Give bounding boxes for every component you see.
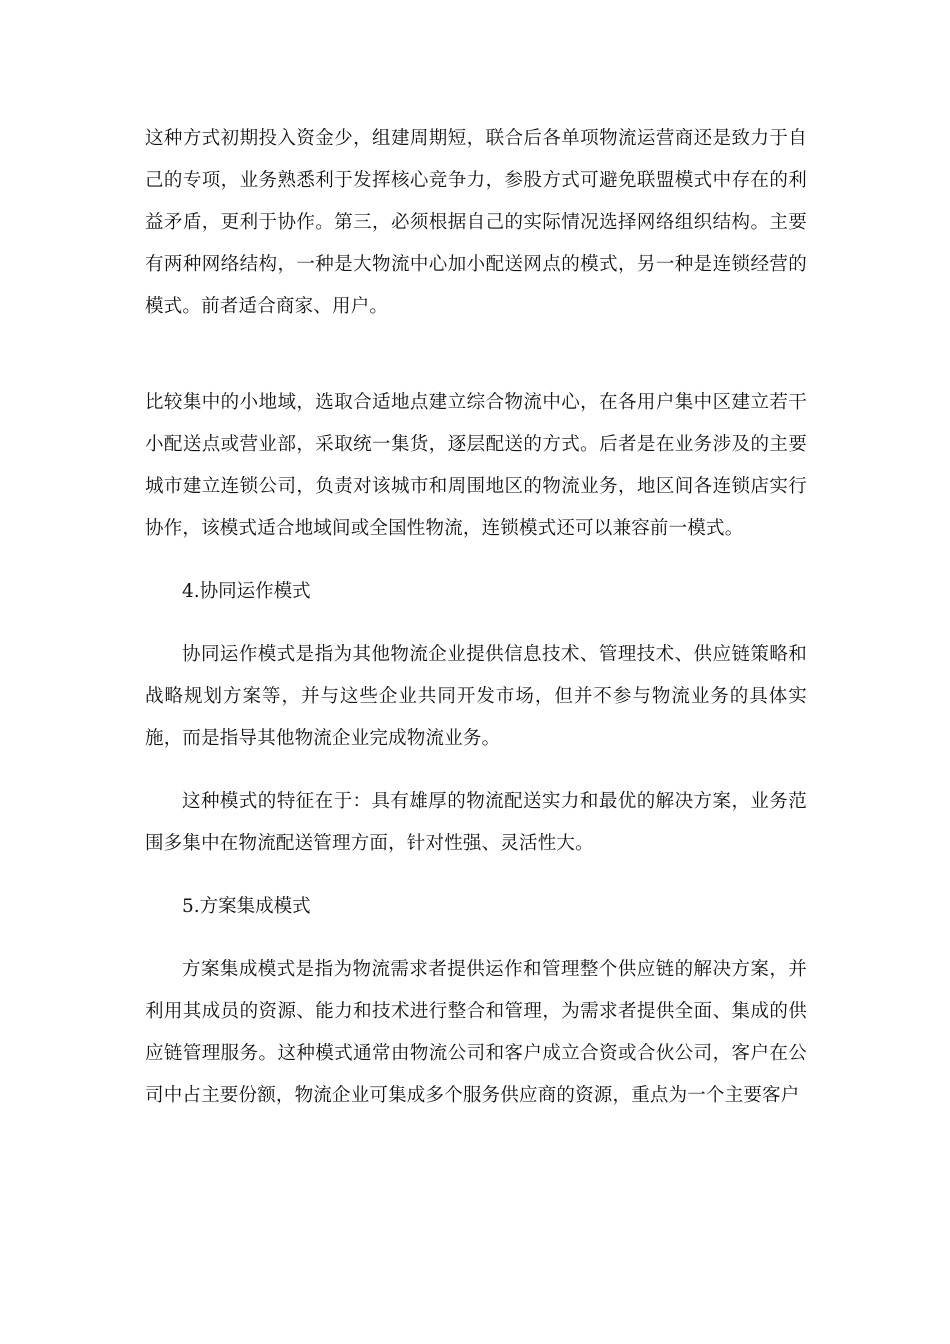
paragraph-collaborative-definition: 协同运作模式是指为其他物流企业提供信息技术、管理技术、供应链策略和战略规划方案等，并与这些企业共同开发市场，但并不参与物流业务的具体实施，而是指导其他物流企业完成物流业务。: [145, 644, 807, 749]
paragraph-collaborative-features: 这种模式的特征在于：具有雄厚的物流配送实力和最优的解决方案，业务范围多集中在物流配送管理方面，针对性强、灵活性大。: [145, 791, 807, 854]
section-heading-collaborative-mode: 4.协同运作模式: [182, 581, 311, 602]
paragraph-integration-definition: 方案集成模式是指为物流需求者提供运作和管理整个供应链的解决方案，并利用其成员的资源、能力和技术进行整合和管理，为需求者提供全面、集成的供应链管理服务。这种模式通常由物流公司和客户成立合资或合伙公司，客户在公司中占主要份额，物流企业可集成多个服务供应商的资源，重点为一个主要客户: [145, 959, 807, 1106]
document-page: [145, 118, 807, 1117]
paragraph-small-region: 比较集中的小地域，选取合适地点建立综合物流中心，在各用户集中区建立若干小配送点或营业部，采取统一集货，逐层配送的方式。后者是在业务涉及的主要城市建立连锁公司，负责对该城市和周围地区的物流业务，地区间各连锁店实行协作，该模式适合地域间或全国性物流，连锁模式还可以兼容前一模式。: [145, 392, 807, 539]
paragraph-network-structure: 这种方式初期投入资金少，组建周期短，联合后各单项物流运营商还是致力于自己的专项，业务熟悉利于发挥核心竞争力，参股方式可避免联盟模式中存在的利益矛盾，更利于协作。第三，必须根据自己的实际情况选择网络组织结构。主要有两种网络结构，一种是大物流中心加小配送网点的模式，另一种是连锁经营的模式。前者适合商家、用户。: [145, 128, 807, 317]
section-heading-integration-mode: 5.方案集成模式: [182, 896, 311, 917]
